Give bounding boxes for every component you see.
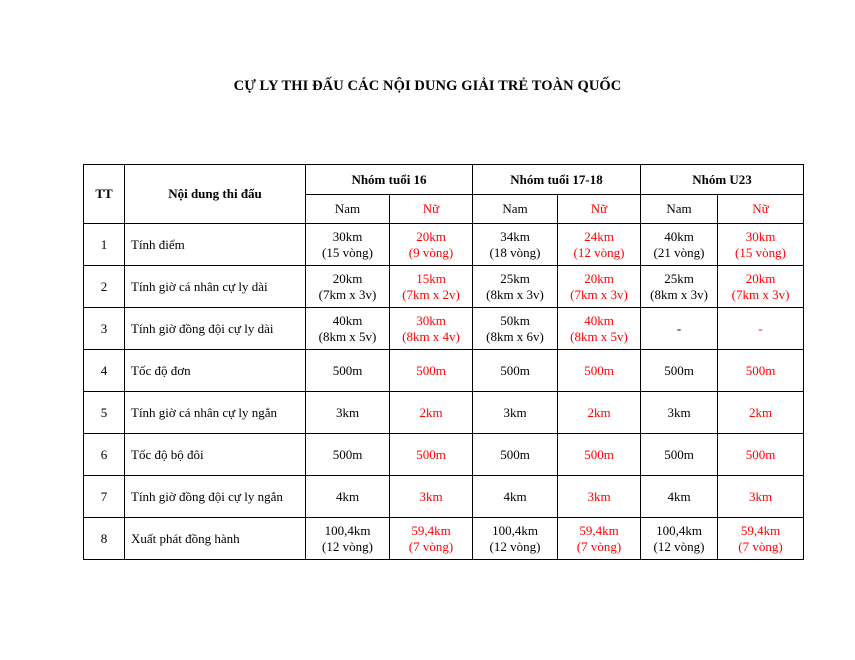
table-row (84, 476, 804, 518)
table-row (84, 518, 804, 560)
male-distance-cell (473, 224, 558, 266)
distance-value: 500m (332, 446, 363, 462)
distance-value: 40km (332, 312, 363, 328)
row-number: 1 (84, 224, 125, 266)
male-distance-cell (641, 476, 718, 518)
male-distance-cell (641, 308, 718, 350)
distance-value: 20km (584, 270, 614, 286)
distance-value: 30km (745, 228, 776, 244)
distance-value: 500m (745, 446, 776, 462)
event-name: Tính điểm (125, 224, 306, 266)
subheader-female: Nữ (390, 195, 473, 224)
male-distance-cell (641, 434, 718, 476)
distance-value: 500m (416, 362, 446, 378)
distance-detail: (8km x 3v) (650, 286, 708, 302)
table-row (84, 434, 804, 476)
female-distance-cell (718, 308, 804, 350)
distance-value: 3km (503, 404, 527, 420)
event-name: Tính giờ cá nhân cự ly dài (125, 266, 306, 308)
distance-value: 24km (584, 228, 614, 244)
male-distance-cell (473, 434, 558, 476)
female-distance-cell (390, 224, 473, 266)
distance-value: 40km (664, 228, 694, 244)
table-row (84, 224, 804, 266)
distance-value: 30km (332, 228, 363, 244)
female-distance-cell (390, 476, 473, 518)
female-distance-cell (558, 224, 641, 266)
subheader-female: Nữ (558, 195, 641, 224)
subheader-male: Nam (473, 195, 558, 224)
row-number: 2 (84, 266, 125, 308)
row-number: 7 (84, 476, 125, 518)
subheader-male: Nam (306, 195, 390, 224)
male-distance-cell (473, 350, 558, 392)
female-distance-cell (390, 350, 473, 392)
event-name: Xuất phát đồng hành (125, 518, 306, 560)
distance-value: 4km (667, 488, 691, 504)
male-distance-cell (641, 350, 718, 392)
male-distance-cell (473, 308, 558, 350)
female-distance-cell (390, 266, 473, 308)
distance-value: 3km (748, 488, 773, 504)
female-distance-cell (718, 518, 804, 560)
distance-detail: (12 vòng) (489, 538, 541, 554)
header-group-u23: Nhóm U23 (641, 165, 804, 195)
table-row (84, 266, 804, 308)
distance-value: 3km (419, 488, 443, 504)
distance-detail: (8km x 3v) (486, 286, 544, 302)
male-distance-cell (641, 392, 718, 434)
distance-detail: (7km x 3v) (570, 286, 628, 302)
male-distance-cell (473, 266, 558, 308)
distance-detail: (7km x 3v) (318, 286, 377, 302)
male-distance-cell (641, 224, 718, 266)
distance-detail: (8km x 5v) (570, 328, 628, 344)
female-distance-cell (558, 434, 641, 476)
distance-value: 59,4km (579, 522, 619, 538)
female-distance-cell (390, 392, 473, 434)
female-distance-cell (718, 434, 804, 476)
distance-detail: (12 vòng) (322, 538, 373, 554)
distance-value: 25km (664, 270, 694, 286)
male-distance-cell (473, 392, 558, 434)
distance-value: - (758, 320, 763, 336)
distance-value: 500m (745, 362, 776, 378)
row-number: 6 (84, 434, 125, 476)
distance-value: 25km (500, 270, 530, 286)
distance-value: 500m (416, 446, 446, 462)
distance-value: 2km (587, 404, 611, 420)
distance-value: 34km (500, 228, 530, 244)
row-number: 8 (84, 518, 125, 560)
distance-value: 100,4km (492, 522, 538, 538)
distance-detail: (15 vòng) (735, 244, 786, 260)
female-distance-cell (718, 392, 804, 434)
distance-detail: (7 vòng) (408, 538, 454, 554)
event-name: Tính giờ đồng đội cự ly ngắn (125, 476, 306, 518)
distance-value: 2km (419, 404, 443, 420)
male-distance-cell (306, 518, 390, 560)
female-distance-cell (718, 224, 804, 266)
subheader-female: Nữ (718, 195, 804, 224)
male-distance-cell (306, 392, 390, 434)
distance-detail: (18 vòng) (489, 244, 541, 260)
distance-value: 100,4km (656, 522, 702, 538)
header-event: Nội dung thi đấu (125, 165, 306, 224)
distance-detail: (8km x 5v) (318, 328, 377, 344)
table-row (84, 308, 804, 350)
distance-detail: (7 vòng) (576, 538, 622, 554)
female-distance-cell (718, 476, 804, 518)
distance-detail: (8km x 4v) (402, 328, 460, 344)
distance-value: 500m (332, 362, 363, 378)
female-distance-cell (558, 476, 641, 518)
distance-value: 20km (416, 228, 446, 244)
header-group-16: Nhóm tuổi 16 (306, 165, 473, 195)
distance-value: 3km (335, 404, 360, 420)
male-distance-cell (306, 434, 390, 476)
subheader-male: Nam (641, 195, 718, 224)
male-distance-cell (641, 266, 718, 308)
distance-value: 500m (664, 446, 694, 462)
row-number: 3 (84, 308, 125, 350)
distance-value: 15km (416, 270, 446, 286)
distance-value: 4km (503, 488, 527, 504)
distance-detail: (12 vòng) (653, 538, 705, 554)
distance-value: 3km (587, 488, 611, 504)
event-name: Tốc độ bộ đôi (125, 434, 306, 476)
male-distance-cell (306, 476, 390, 518)
table-row (84, 392, 804, 434)
distance-value: 59,4km (740, 522, 781, 538)
female-distance-cell (558, 308, 641, 350)
male-distance-cell (306, 308, 390, 350)
distance-detail: (15 vòng) (322, 244, 373, 260)
distance-detail: (7km x 2v) (402, 286, 460, 302)
female-distance-cell (390, 518, 473, 560)
distance-value: 500m (584, 446, 614, 462)
distance-value: 500m (584, 362, 614, 378)
female-distance-cell (558, 266, 641, 308)
page-title: CỰ LY THI ĐẤU CÁC NỘI DUNG GIẢI TRẺ TOÀN QUỐC (233, 78, 622, 94)
header-tt: TT (84, 165, 125, 224)
male-distance-cell (473, 476, 558, 518)
distance-value: 20km (332, 270, 363, 286)
female-distance-cell (558, 392, 641, 434)
distance-value: - (676, 320, 682, 336)
male-distance-cell (306, 224, 390, 266)
distance-table (83, 164, 804, 560)
distance-value: 30km (416, 312, 446, 328)
male-distance-cell (641, 518, 718, 560)
female-distance-cell (718, 350, 804, 392)
event-name: Tính giờ đồng đội cự ly dài (125, 308, 306, 350)
distance-value: 100,4km (324, 522, 371, 538)
male-distance-cell (306, 266, 390, 308)
distance-detail: (7 vòng) (738, 538, 783, 554)
distance-value: 500m (664, 362, 694, 378)
distance-value: 3km (667, 404, 691, 420)
distance-detail: (21 vòng) (653, 244, 705, 260)
female-distance-cell (390, 308, 473, 350)
female-distance-cell (558, 518, 641, 560)
distance-value: 4km (335, 488, 360, 504)
distance-value: 50km (500, 312, 530, 328)
distance-detail: (9 vòng) (408, 244, 454, 260)
distance-value: 40km (584, 312, 614, 328)
row-number: 4 (84, 350, 125, 392)
distance-detail: (7km x 3v) (731, 286, 790, 302)
distance-value: 500m (500, 362, 530, 378)
distance-value: 20km (745, 270, 776, 286)
distance-value: 500m (500, 446, 530, 462)
distance-value: 2km (748, 404, 773, 420)
male-distance-cell (473, 518, 558, 560)
distance-detail: (12 vòng) (573, 244, 625, 260)
female-distance-cell (558, 350, 641, 392)
event-name: Tốc độ đơn (125, 350, 306, 392)
header-group-17-18: Nhóm tuổi 17-18 (473, 165, 641, 195)
distance-value: 59,4km (411, 522, 451, 538)
male-distance-cell (306, 350, 390, 392)
table-row (84, 350, 804, 392)
female-distance-cell (390, 434, 473, 476)
event-name: Tính giờ cá nhân cự ly ngắn (125, 392, 306, 434)
female-distance-cell (718, 266, 804, 308)
row-number: 5 (84, 392, 125, 434)
distance-detail: (8km x 6v) (486, 328, 544, 344)
